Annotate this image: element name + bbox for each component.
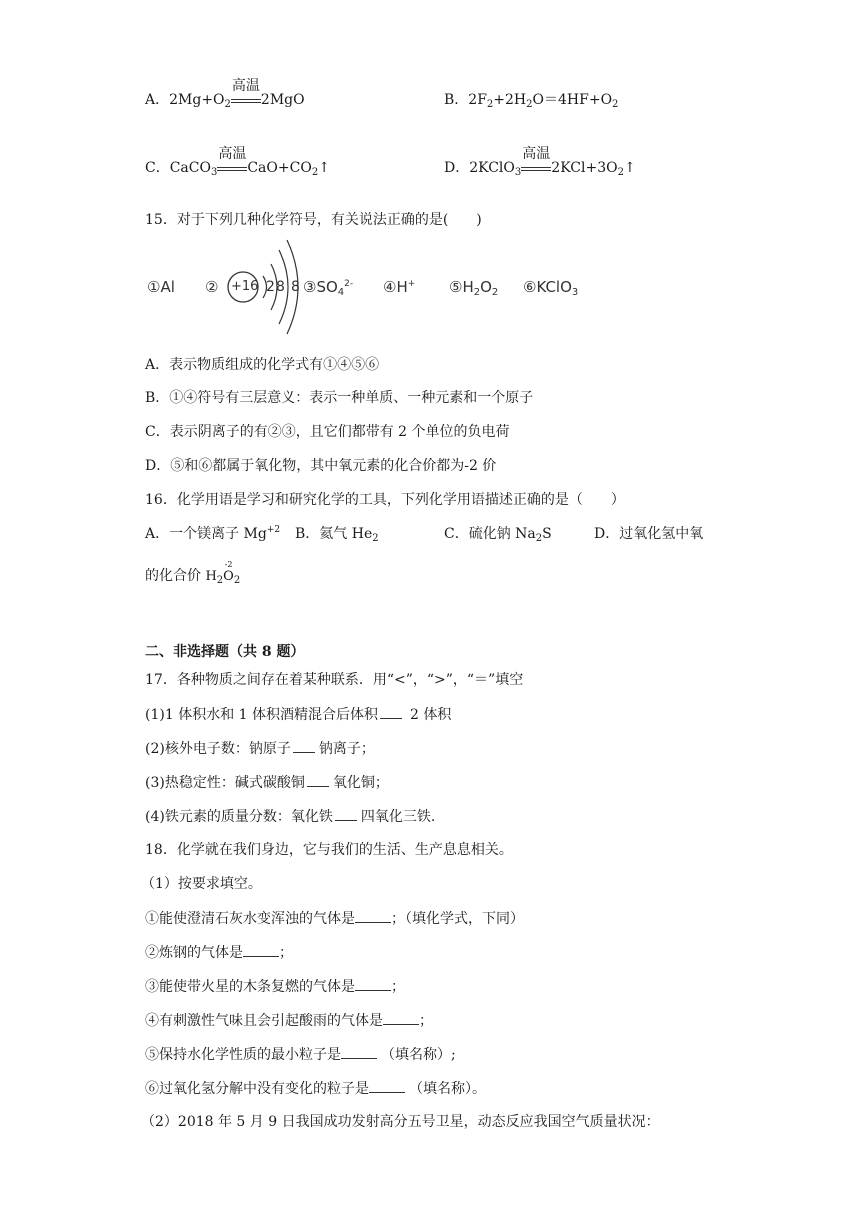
q18-stem: 18．化学就在我们身边，它与我们的生活、生产息息相关。: [145, 842, 513, 858]
symbol-al: ①Al: [147, 278, 175, 296]
q18-part-2: （2）2018 年 5 月 9 日我国成功发射高分五号卫星，动态反应我国空气质量状况：: [141, 1114, 660, 1130]
q14-option-a: A．$2Mg+O_2$ 高温 2MgO: [145, 78, 305, 110]
q17-item-4: (4)铁元素的质量分数：氧化铁 四氧化三铁.: [145, 806, 435, 827]
oxidation-state: -2: [224, 560, 233, 569]
q16-option-d: D．过氧化氢中氧: [594, 526, 704, 542]
q16-option-d-continued: 的化合价 $H_2$ -2 $O_2$: [145, 566, 240, 587]
symbol-h-ion: ④H+: [383, 278, 416, 296]
q18-item-1: ①能使澄清石灰水变浑浊的气体是 ；（填化学式，下同）: [145, 908, 524, 929]
q17-item-2: (2)核外电子数：钠原子 钠离子；: [145, 738, 375, 759]
answer-blank[interactable]: [355, 976, 391, 991]
q15-option-c: C．表示阴离子的有②③，且它们都带有 2 个单位的负电荷: [145, 424, 510, 440]
answer-blank[interactable]: [293, 738, 315, 753]
q15-option-b: B．①④符号有三层意义：表示一种单质、一种元素和一个原子: [145, 390, 534, 406]
answer-blank[interactable]: [307, 772, 329, 787]
answer-blank[interactable]: [341, 1044, 377, 1059]
q18-item-6: ⑥过氧化氢分解中没有变化的粒子是 （填名称）。: [145, 1078, 486, 1099]
q15-option-a: A．表示物质组成的化学式有①④⑤⑥: [145, 357, 380, 373]
symbol-so4: $③SO_4^{2-}$: [303, 278, 354, 298]
q16-stem: 16．化学用语是学习和研究化学的工具，下列化学用语描述正确的是（ ）: [145, 492, 625, 508]
reaction-condition: 高温: [217, 158, 247, 178]
q15-symbol-figure: [145, 238, 605, 338]
answer-blank[interactable]: [335, 806, 357, 821]
q18-item-5: ⑤保持水化学性质的最小粒子是 （填名称）;: [145, 1044, 456, 1065]
q14-option-c: C．CaCO$_3$ 高温 $CaO+CO_2↑$: [145, 146, 330, 178]
nucleus-charge: +16: [231, 279, 259, 294]
q18-part-1: （1）按要求填空。: [141, 876, 262, 892]
q15-stem: 15．对于下列几种化学符号，有关说法正确的是( ): [145, 212, 482, 228]
q17-stem: 17．各种物质之间存在着某种联系．用“<”，“>”，“＝”填空: [145, 672, 524, 688]
q18-item-2: ②炼钢的气体是 ；: [145, 942, 293, 963]
q16-option-b: B．氦气 $He_2$: [295, 526, 379, 544]
q16-option-c: C．硫化钠 $Na_2S$: [444, 526, 552, 544]
answer-blank[interactable]: [355, 908, 391, 923]
answer-blank[interactable]: [383, 1010, 419, 1025]
q18-item-3: ③能使带火星的木条复燃的气体是 ；: [145, 976, 405, 997]
q16-option-a: A．一个镁离子 $Mg^{+2}$: [145, 525, 281, 542]
q15-option-d: D．⑤和⑥都属于氧化物，其中氧元素的化合价都为-2 价: [145, 458, 497, 474]
q17-item-3: (3)热稳定性：碱式碳酸铜 氧化铜；: [145, 772, 389, 793]
electron-shell-1: 2: [266, 279, 275, 295]
symbol-2-label: ②: [205, 278, 219, 296]
answer-blank[interactable]: [380, 704, 402, 719]
q14-option-d: D．2KClO$_3$ 高温 $2KCl+3O_2↑$: [444, 146, 636, 178]
q17-item-1: (1)1 体积水和 1 体积酒精混合后体积 2 体积: [145, 704, 451, 725]
symbol-kclo3: ⑥KClO$_3$: [523, 278, 579, 298]
q14-option-b: B．$2F_2+2H_2O=4HF+O_2$: [444, 92, 619, 110]
answer-blank[interactable]: [243, 942, 279, 957]
reaction-condition: 高温: [231, 90, 261, 110]
section-heading: 二、非选择题（共 8 题）: [145, 644, 305, 660]
answer-blank[interactable]: [369, 1078, 405, 1093]
q18-item-4: ④有刺激性气味且会引起酸雨的气体是 ；: [145, 1010, 433, 1031]
reaction-condition: 高温: [521, 158, 551, 178]
electron-shell-3: 8: [291, 279, 300, 295]
symbol-h2o2: $⑤H_2O_2$: [449, 278, 499, 298]
electron-shell-2: 8: [276, 279, 285, 295]
